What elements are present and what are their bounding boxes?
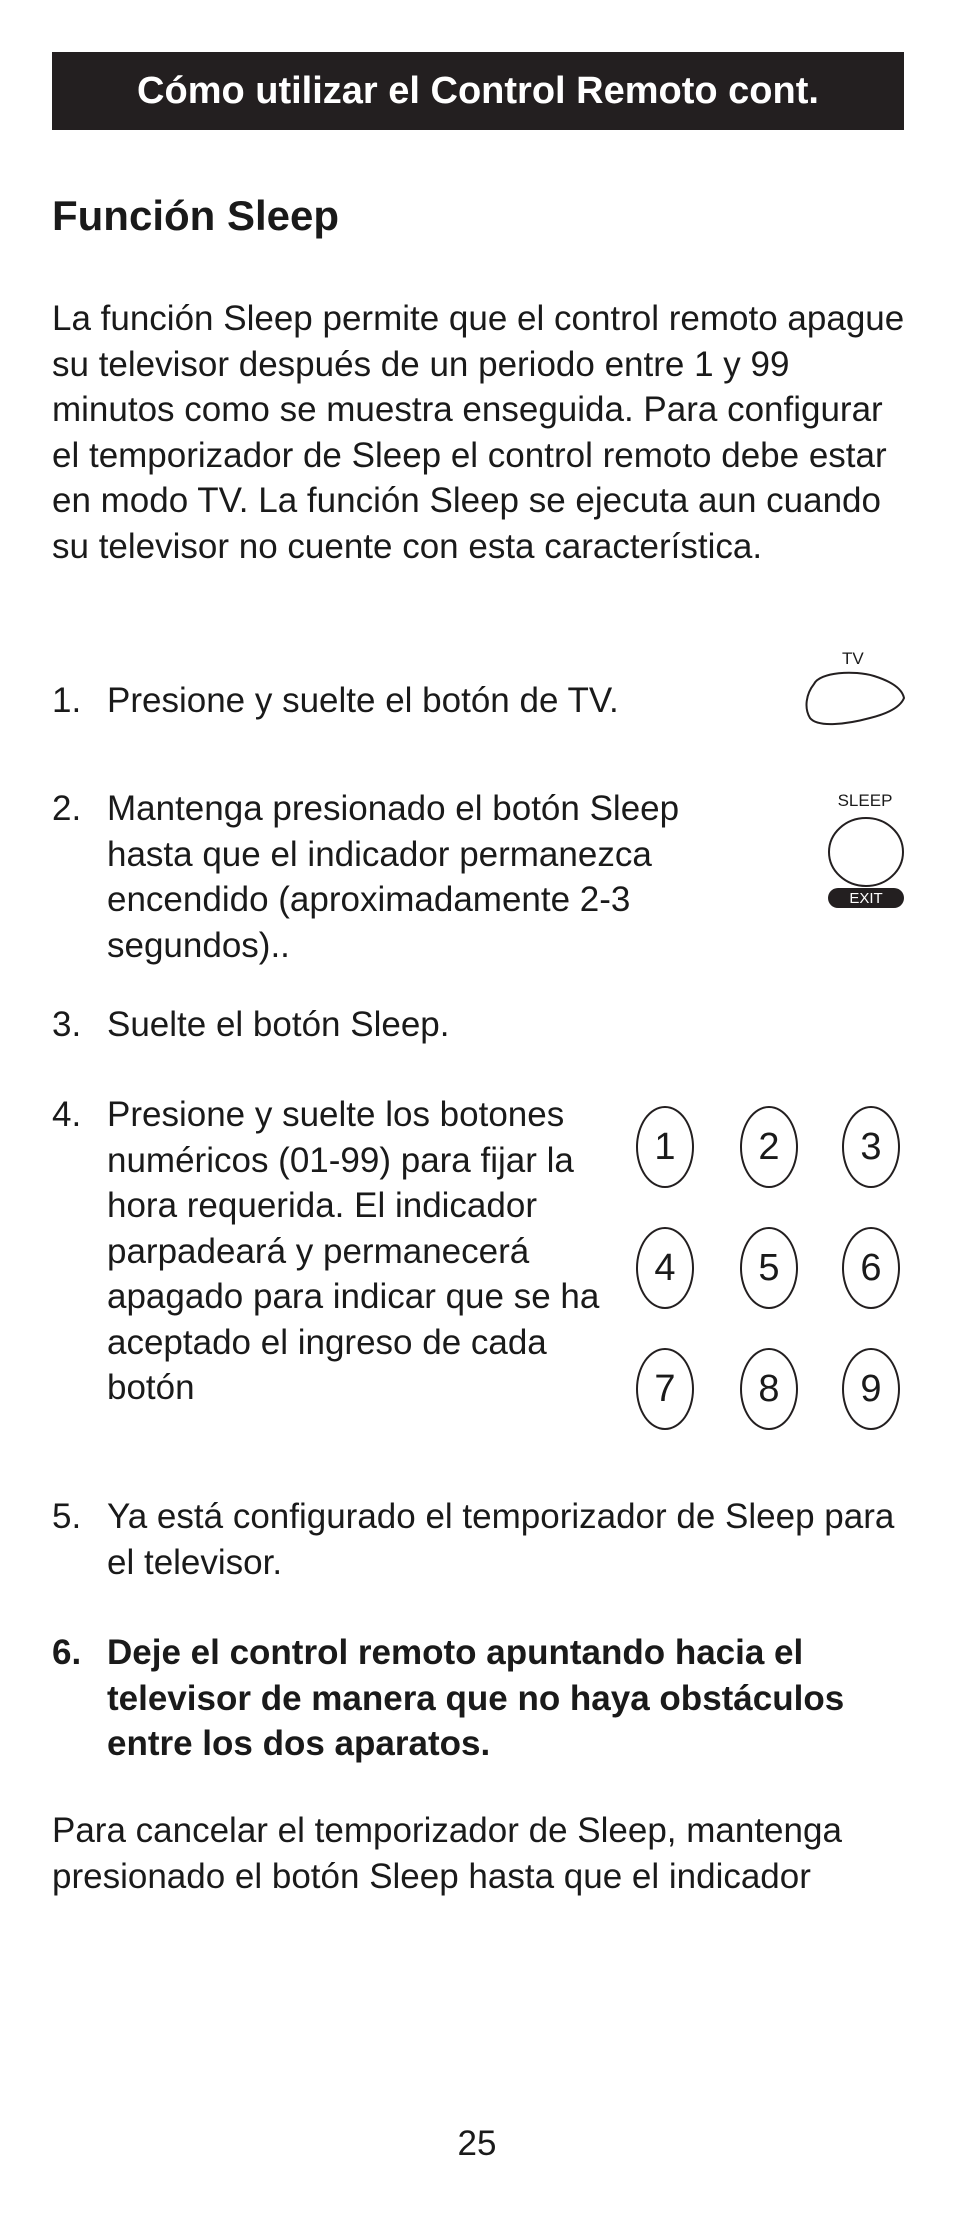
closing-paragraph: Para cancelar el temporizador de Sleep, mantenga presionado el botón Sleep hasta que el indicador [52, 1811, 842, 1896]
step-number: 1. [52, 681, 82, 720]
key-7: 7 [636, 1348, 694, 1430]
step-number: 6. [52, 1633, 82, 1672]
step-6 [52, 1630, 922, 1767]
key-8: 8 [740, 1348, 798, 1430]
tv-button-label: TV [842, 649, 864, 668]
page-banner: Cómo utilizar el Control Remoto cont. [52, 52, 904, 130]
sleep-button-illustration [820, 788, 910, 908]
step-number: 3. [52, 1005, 82, 1044]
key-5: 5 [740, 1227, 798, 1309]
number-keypad-illustration [636, 1106, 906, 1442]
step-number: 2. [52, 789, 82, 828]
step-text: Suelte el botón Sleep. [107, 1005, 450, 1044]
step-number: 5. [52, 1497, 82, 1536]
exit-label: EXIT [849, 890, 883, 907]
step-2 [52, 786, 742, 968]
step-text: Mantenga presionado el botón Sleep hasta que el indicador permanezca encendido (aproximadamente 2-3 segundos).. [107, 789, 680, 965]
step-text: Deje el control remoto apuntando hacia el televisor de manera que no haya obstáculos entre los dos aparatos. [107, 1633, 845, 1763]
key-4: 4 [636, 1227, 694, 1309]
key-9: 9 [842, 1348, 900, 1430]
step-3 [52, 1002, 752, 1048]
step-number: 4. [52, 1095, 82, 1134]
key-1: 1 [636, 1106, 694, 1188]
step-4 [52, 1092, 612, 1411]
key-3: 3 [842, 1106, 900, 1188]
step-text: Presione y suelte los botones numéricos (01-99) para fijar la hora requerida. El indicador parpadeará y permanecerá apagado para indicar que se ha aceptado el ingreso de cada botón [107, 1095, 600, 1407]
tv-button-shape [807, 673, 904, 724]
intro-paragraph: La función Sleep permite que el control remoto apague su televisor después de un periodo entre 1 y 99 minutos como se muestra enseguida. Para configurar el temporizador de Sleep el control remoto debe estar en modo TV. La función Sleep se ejecuta aun cuando su televisor no cuente con esta característica. [52, 299, 905, 566]
tv-button-illustration [800, 646, 908, 736]
sleep-button-label: SLEEP [837, 791, 893, 810]
page-number: 25 [457, 2124, 497, 2163]
step-text: Ya está configurado el temporizador de Sleep para el televisor. [107, 1497, 895, 1582]
key-2: 2 [740, 1106, 798, 1188]
sleep-button-shape [829, 818, 903, 886]
step-1 [52, 678, 752, 724]
key-6: 6 [842, 1227, 900, 1309]
step-text: Presione y suelte el botón de TV. [107, 681, 619, 720]
step-5 [52, 1494, 912, 1585]
section-heading: Función Sleep [52, 192, 340, 239]
